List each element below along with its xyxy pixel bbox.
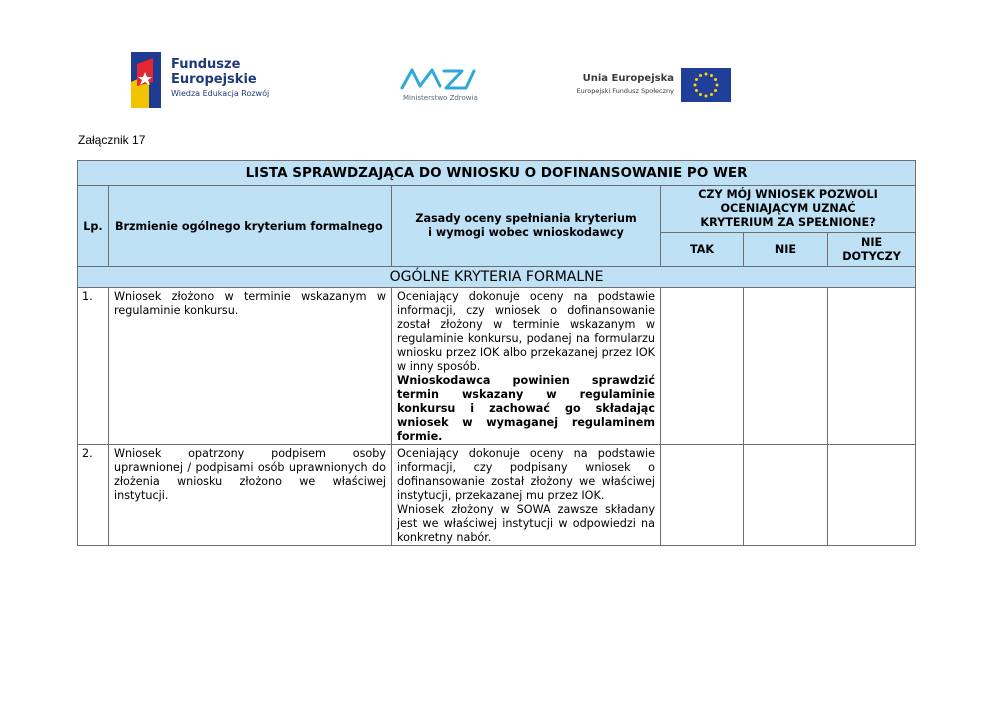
mz-logo-mark-icon <box>400 66 480 92</box>
section-title: OGÓLNE KRYTERIA FORMALNE <box>78 267 916 288</box>
header-criterion: Brzmienie ogólnego kryterium formalnego <box>109 186 392 267</box>
eu-star-icon <box>705 73 708 76</box>
answer-yes-cell[interactable] <box>661 288 744 445</box>
table-row <box>78 288 916 445</box>
header-question <box>661 186 916 233</box>
eu-star-icon <box>714 78 717 81</box>
header-no: NIE <box>744 233 828 267</box>
ue-logo-line2: Europejski Fundusz Społeczny <box>576 87 674 95</box>
row-lp: 1. <box>78 288 109 445</box>
answer-no-cell[interactable] <box>744 288 828 445</box>
row-rules-bold-text: Wnioskodawca powinien sprawdzić termin wskazany w regulaminie konkursu i zachować go składając wniosek w wymaganej regulaminem formie. <box>397 374 655 443</box>
row-criterion: Wniosek złożono w terminie wskazanym w regulaminie konkursu. <box>109 288 392 445</box>
eu-star-icon <box>694 84 697 87</box>
answer-yes-cell[interactable] <box>661 445 744 546</box>
answer-na-cell[interactable] <box>828 288 916 445</box>
row-rules <box>392 445 661 546</box>
eu-star-icon <box>705 95 708 98</box>
ministerstwo-zdrowia-logo <box>400 66 485 108</box>
mz-logo-text: Ministerstwo Zdrowia <box>403 94 478 102</box>
eu-star-icon <box>699 74 702 77</box>
row-lp: 2. <box>78 445 109 546</box>
fe-logo-line2: Europejskie <box>171 72 257 87</box>
eu-star-icon <box>710 93 713 96</box>
row-rules-extra-text: Wniosek złożony w SOWA zawsze składany jest we właściwej instytucji w odpowiedzi na konkretny nabór. <box>397 503 655 544</box>
header-question-line1: CZY MÓJ WNIOSEK POZWOLI <box>698 188 878 201</box>
table-row <box>78 445 916 546</box>
eu-star-icon <box>714 89 717 92</box>
row-rules-text: Oceniający dokonuje oceny na podstawie informacji, czy podpisany wniosek o dofinansowanie został złożony we właściwej instytucji, przekazanej mu przez IOK. <box>397 447 655 502</box>
header-lp: Lp. <box>78 186 109 267</box>
header-question-line2: OCENIAJĄCYM UZNAĆ <box>720 202 856 215</box>
eu-star-icon <box>699 93 702 96</box>
row-rules <box>392 288 661 445</box>
row-rules-text: Oceniający dokonuje oceny na podstawie informacji, czy wniosek o dofinansowanie został złożony w terminie wskazanym w regulaminie konkursu, podanej na formularzu wniosku przez IOK albo przekazanej przez IOK w inny sposób. <box>397 290 655 373</box>
table-title: LISTA SPRAWDZAJĄCA DO WNIOSKU O DOFINANSOWANIE PO WER <box>78 161 916 186</box>
answer-na-cell[interactable] <box>828 445 916 546</box>
checklist-table <box>77 160 916 546</box>
eu-star-icon <box>710 74 713 77</box>
ue-logo-line1: Unia Europejska <box>582 73 674 84</box>
fe-logo-line1: Fundusze <box>171 57 241 72</box>
header-not-applicable <box>828 233 916 267</box>
eu-star-icon <box>695 78 698 81</box>
header-na-line2: DOTYCZY <box>842 249 901 263</box>
annex-label: Załącznik 17 <box>78 133 146 147</box>
answer-no-cell[interactable] <box>744 445 828 546</box>
fundusze-europejskie-logo <box>131 52 301 108</box>
fe-logo-line3: Wiedza Edukacja Rozwój <box>171 89 270 98</box>
header-rules-line1: Zasady oceny spełniania kryterium <box>415 212 637 225</box>
header-rules <box>392 186 661 267</box>
row-criterion: Wniosek opatrzony podpisem osoby uprawnionej / podpisami osób uprawnionych do złożenia wniosku złożono we właściwej instytucji. <box>109 445 392 546</box>
fe-logo-mark-icon <box>131 52 167 108</box>
header-na-line1: NIE <box>860 235 883 249</box>
eu-star-icon <box>716 84 719 87</box>
header-question-line3: KRYTERIUM ZA SPEŁNIONE? <box>700 216 876 229</box>
header-rules-line2: i wymogi wobec wnioskodawcy <box>428 226 624 239</box>
eu-flag-icon <box>681 68 731 102</box>
header-yes: TAK <box>661 233 744 267</box>
eu-star-icon <box>695 89 698 92</box>
unia-europejska-logo <box>566 68 736 108</box>
